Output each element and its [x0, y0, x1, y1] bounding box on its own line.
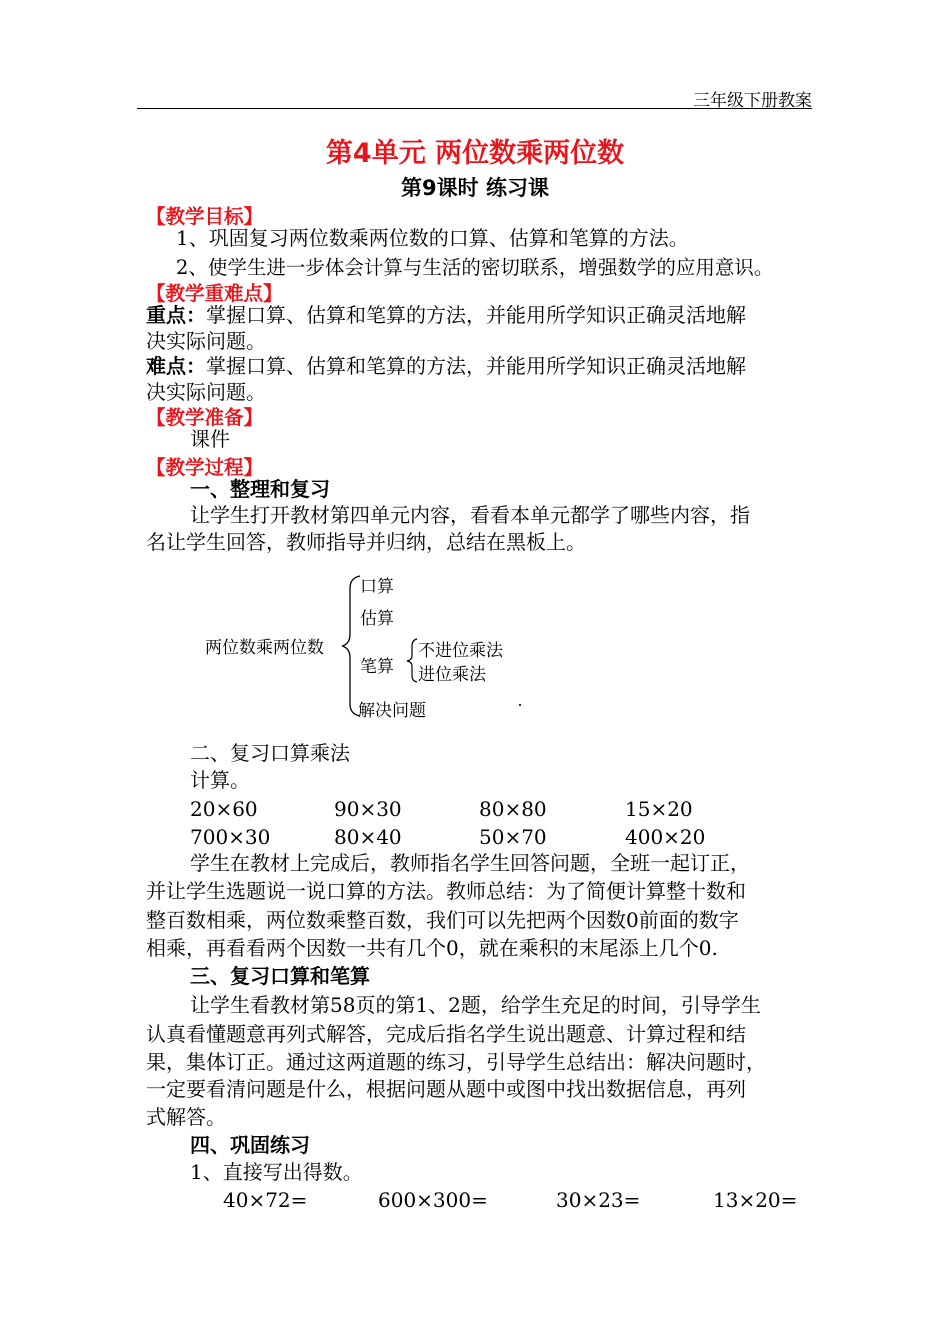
diagram-branch-written: 笔算 [360, 657, 394, 677]
calc-row2-item1: 700×30 [190, 825, 271, 849]
section3-para-3: 果，集体订正。通过这两道题的练习，引导学生总结出：解决问题时， [146, 1050, 766, 1074]
calc-row1-item2: 90×30 [334, 797, 402, 821]
preparation-text: 课件 [190, 427, 230, 451]
calc-row1-item4: 15×20 [625, 797, 693, 821]
section4-question-1: 1、直接写出得数。 [190, 1160, 363, 1184]
section2-title: 二、复习口算乘法 [190, 741, 350, 765]
preparation-heading: 【教学准备】 [146, 406, 264, 429]
header-text: 三年级下册教案 [693, 91, 812, 111]
difficulty-text: 掌握口算、估算和笔算的方法，并能用所学知识正确灵活地解 [206, 354, 746, 378]
difficulty-line-1 [146, 352, 746, 380]
calc-row1-item3: 80×80 [479, 797, 547, 821]
section1-title: 一、整理和复习 [190, 477, 330, 501]
focus-line-1 [146, 301, 746, 329]
calc-row2-item3: 50×70 [479, 825, 547, 849]
difficulty-line-2: 决实际问题。 [146, 380, 266, 404]
section3-title: 三、复习口算和笔算 [190, 964, 370, 988]
diagram-branch-problem: 解决问题 [358, 701, 426, 721]
page-title: 第4单元 两位数乘两位数 [325, 138, 625, 169]
section2-para-2: 并让学生选题说一说口算的方法。教师总结：为了简便计算整十数和 [146, 879, 746, 903]
calc-row2-item4: 400×20 [625, 825, 706, 849]
calc-row1-item1: 20×60 [190, 797, 258, 821]
focus-label: 重点： [146, 303, 206, 327]
page-subtitle: 第9课时 练习课 [401, 176, 549, 200]
objectives-heading: 【教学目标】 [146, 205, 264, 228]
practice-item-1: 40×72= [223, 1188, 308, 1212]
practice-item-3: 30×23= [556, 1188, 641, 1212]
section1-line-2: 名让学生回答，教师指导并归纳，总结在黑板上。 [146, 530, 586, 554]
section4-title: 四、巩固练习 [190, 1133, 310, 1157]
diagram-sub-no-carry: 不进位乘法 [418, 641, 503, 661]
section2-intro: 计算。 [190, 768, 250, 792]
header-divider [137, 108, 812, 109]
calc-row2-item2: 80×40 [334, 825, 402, 849]
key-points-heading: 【教学重难点】 [146, 282, 283, 305]
section2-para-3: 整百数相乘，两位数乘整百数，我们可以先把两个因数0前面的数字 [146, 908, 739, 932]
practice-item-4: 13×20= [713, 1188, 798, 1212]
section3-para-1: 让学生看教材第58页的第1、2题，给学生充足的时间，引导学生 [190, 993, 761, 1017]
objective-item-1: 1、巩固复习两位数乘两位数的口算、估算和笔算的方法。 [176, 226, 689, 250]
diagram-sub-carry: 进位乘法 [418, 665, 486, 685]
difficulty-label: 难点： [146, 354, 206, 378]
section3-para-4: 一定要看清问题是什么，根据问题从题中或图中找出数据信息，再列 [146, 1077, 746, 1101]
section1-line-1: 让学生打开教材第四单元内容，看看本单元都学了哪些内容，指 [190, 503, 750, 527]
diagram-dot [519, 704, 521, 706]
objective-item-2: 2、使学生进一步体会计算与生活的密切联系，增强数学的应用意识。 [176, 256, 774, 279]
focus-text: 掌握口算、估算和笔算的方法，并能用所学知识正确灵活地解 [206, 303, 746, 327]
section3-para-2: 认真看懂题意再列式解答，完成后指名学生说出题意、计算过程和结 [146, 1022, 746, 1046]
diagram-branch-oral: 口算 [360, 577, 394, 597]
diagram-root: 两位数乘两位数 [205, 638, 324, 658]
diagram-branch-estimate: 估算 [360, 609, 394, 629]
focus-line-2: 决实际问题。 [146, 329, 266, 353]
process-heading: 【教学过程】 [146, 456, 264, 479]
section2-para-4: 相乘，再看看两个因数一共有几个0，就在乘积的末尾添上几个0. [146, 936, 718, 960]
section3-para-5: 式解答。 [146, 1105, 226, 1129]
section2-para-1: 学生在教材上完成后，教师指名学生回答问题，全班一起订正， [190, 851, 750, 875]
practice-item-2: 600×300= [378, 1188, 488, 1212]
